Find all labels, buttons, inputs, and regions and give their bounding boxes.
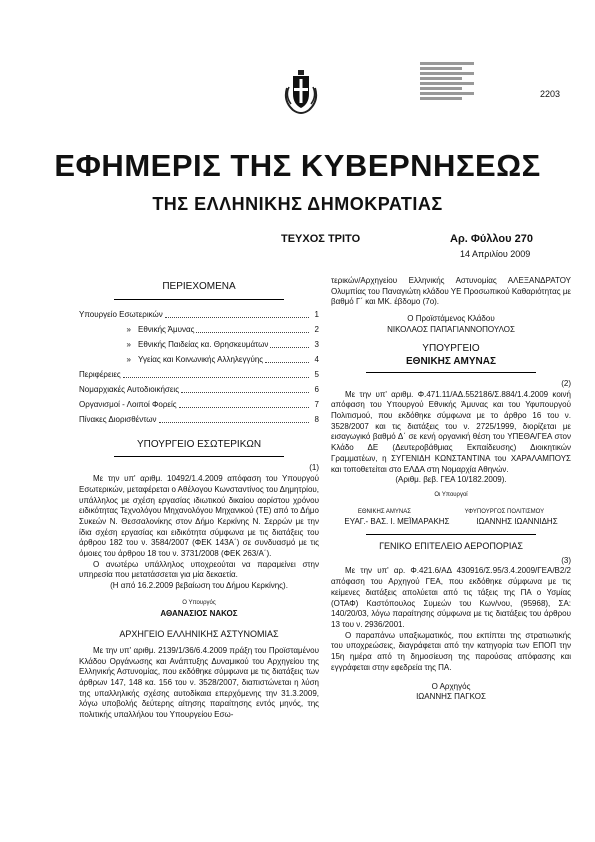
section-heading: ΓΕΝΙΚΟ ΕΠΙΤΕΛΕΙΟ ΑΕΡΟΠΟΡΙΑΣ <box>379 541 523 552</box>
toc-leader <box>179 407 309 408</box>
signature-names <box>331 517 571 528</box>
page-number: 2203 <box>540 89 561 99</box>
signature-name: ΝΙΚΟΛΑΟΣ ΠΑΠΑΓΙΑΝΝΟΠΟΥΛΟΣ <box>387 324 515 334</box>
paragraph: Με την υπ' αριθμ. 2139/1/36/6.4.2009 πράξη του Προϊσταμένου Κλάδου Οργάνωσης και Ανάπτυξης Δυναμικού του Αρχηγείου της Ελληνικής Αστυνομίας, που εκδόθηκε σύμφωνα με τις διατάξεις των άρθρων 147, 148 κα. 156 του ν. 3528/2007, διαπιστώνεται η λύση της υπαλληλικής σχέσης αυτοδίκαια επερχόμενης την 31.3.2009, λόγω υποβολής δεύτερης αίτησης παραίτησης εντός μηνός, της πολιτικής υπαλλήλου του Υπουργείου Εσω- <box>79 645 319 720</box>
toc-label: Εθνικής Άμυνας <box>138 325 195 334</box>
paragraph: Με την υπ' αριθμ. Φ.471.11/ΑΔ.552186/Σ.884/1.4.2009 κοινή απόφαση του Υπουργού Εθνικής Άμυνας και του Υφυπουργού Πολιτισμού, που εκδόθηκε σύμφωνα με το άρθρο 16 του ν. 3528/2007 και τις διατάξεις του ν. 2725/1999, διορίζεται με εισαγωγικό βαθμό Δ΄ σε κενή οργανική θέση του ΥΠΕΘΑ/ΓΕΑ στον Κλάδο ΔΕ (Δευτεροβάθμιας Εκπαίδευσης) Διοικητικών Γραμματέων, η ΣΥΓΕΝΙΔΗ ΚΩΝΣΤΑΝΤΙΝΑ του ΧΑΡΑΛΑΜΠΟΥΣ και τοποθετείται στο ΕΛΔΑ στη Νομαρχία Αθηνών. <box>331 389 571 474</box>
toc-page: 1 <box>314 310 319 319</box>
signature-role: Ο Υπουργός <box>182 599 216 606</box>
toc-row <box>79 351 319 366</box>
toc-row <box>79 411 319 426</box>
toc-page: 5 <box>314 370 319 379</box>
decision-number: (2) <box>561 378 571 388</box>
signature-role: Ο Προϊστάμενος Κλάδου <box>407 314 495 324</box>
signature-role: Ο Αρχηγός <box>431 681 471 691</box>
left-column <box>79 278 319 721</box>
toc-leader <box>123 377 309 378</box>
section-heading: ΑΡΧΗΓΕΙΟ ΕΛΛΗΝΙΚΗΣ ΑΣΤΥΝΟΜΙΑΣ <box>119 629 279 640</box>
issue-label: Αρ. Φύλλου <box>450 233 512 245</box>
paragraph: (Αριθμ. βεβ. ΓΕΑ 10/182.2009). <box>395 475 507 485</box>
toc-page: 2 <box>314 325 319 334</box>
toc-leader <box>159 422 309 423</box>
paragraph: (Η από 16.2.2009 βεβαίωση του Δήμου Κερκίνης). <box>110 581 288 591</box>
toc-ditto: » <box>126 355 131 364</box>
toc-leader <box>181 392 309 393</box>
toc-leader <box>196 332 309 333</box>
toc-ditto: » <box>126 340 131 349</box>
toc-row <box>79 396 319 411</box>
ministry-heading: ΕΘΝΙΚΗΣ ΑΜΥΝΑΣ <box>406 356 496 368</box>
right-column <box>331 276 571 703</box>
toc-row <box>79 381 319 396</box>
decision-number: (1) <box>309 463 319 473</box>
toc-label: Οργανισμοί - Λοιποί Φορείς <box>79 400 177 409</box>
section-heading: ΥΠΟΥΡΓΕΙΟ ΕΣΩΤΕΡΙΚΩΝ <box>136 438 262 450</box>
toc-leader <box>265 362 309 363</box>
decision-number: (3) <box>561 555 571 565</box>
toc-row <box>79 366 319 381</box>
signature-name: ΙΩΑΝΝΗΣ ΠΑΓΚΟΣ <box>416 692 486 702</box>
toc-page: 6 <box>314 385 319 394</box>
toc-page: 8 <box>314 415 319 424</box>
paragraph: Ο παραπάνω υπαξιωματικός, που εκπίπτει της στρατιωτικής του υποχρεώσεις, διαγράφεται από την κατηγορία των ΕΠΟΠ την 15η ημέρα από τη δημοσίευση της παρούσας απόφασης και εγγράφεται στην εφεδρεία της ΠΑ. <box>331 630 571 672</box>
toc-leader <box>270 347 309 348</box>
signature-role: ΥΦΥΠΟΥΡΓΟΣ ΠΟΛΙΤΙΣΜΟΥ <box>464 508 545 515</box>
gazette-subtitle: ΤΗΣ ΕΛΛΗΝΙΚΗΣ ΔΗΜΟΚΡΑΤΙΑΣ <box>152 194 443 214</box>
signature-name: ΕΥΑΓ.- ΒΑΣ. Ι. ΜΕΪΜΑΡΑΚΗΣ <box>344 517 450 527</box>
issue-number <box>450 233 533 245</box>
toc-label: Υπουργείο Εσωτερικών <box>79 310 163 319</box>
toc-row <box>79 336 319 351</box>
toc-page: 7 <box>314 400 319 409</box>
divider <box>366 534 536 535</box>
divider <box>366 372 536 373</box>
toc-label: Πίνακες Διορισθέντων <box>79 415 157 424</box>
signature-role: ΕΘΝΙΚΗΣ ΑΜΥΝΑΣ <box>357 508 411 515</box>
toc-row <box>79 306 319 321</box>
divider <box>114 299 284 300</box>
toc-page: 4 <box>314 355 319 364</box>
paragraph: τερικών/Αρχηγείου Ελληνικής Αστυνομίας ΑΛΕΞΑΝΔΡΑΤΟΥ Ολυμπίας του Παναγιώτη κλάδου ΥΕ Προσωπικού Καθαριότητας με βαθμό Γ΄ και ΜΚ. έβδομο (7ο). <box>331 276 571 307</box>
issue-date: 14 Απριλίου 2009 <box>460 249 531 259</box>
signature-name: ΑΘΑΝΑΣΙΟΣ ΝΑΚΟΣ <box>160 608 238 618</box>
paragraph: Ο ανωτέρω υπάλληλος υποχρεούται να παραμείνει στην υπηρεσία που μετατάσσεται για μία δεκαετία. <box>79 559 319 580</box>
signature-name: ΙΩΑΝΝΗΣ ΙΩΑΝΝΙΔΗΣ <box>476 517 558 527</box>
paragraph: Με την υπ' αρ. Φ.421.6/ΑΔ 430916/Σ.95/3.4.2009/ΓΕΑ/Β2/2 απόφαση του Αρχηγού ΓΕΑ, που εκδόθηκε σύμφωνα με τις κείμενες διατάξεις απολύεται από τις τάξεις της ΠΑ ο Υσμίας (ΟΤΑΦ) Καστόπουλος Συμεών του Κων/νου, (95968), ΣΑ: 140/20/03, λόγω παραίτησης σύμφωνα με τις διατάξεις του άρθρου 13 του ν. 2936/2001. <box>331 566 571 629</box>
divider <box>114 456 284 457</box>
toc-heading: ΠΕΡΙΕΧΟΜΕΝΑ <box>162 281 236 292</box>
issue-series: ΤΕΥΧΟΣ ΤΡΙΤΟ <box>281 233 361 245</box>
coat-of-arms-icon <box>281 66 321 116</box>
toc-page: 3 <box>314 340 319 349</box>
toc-label: Νομαρχιακές Αυτοδιοικήσεις <box>79 385 180 394</box>
toc-row <box>79 321 319 336</box>
gazette-title: ΕΦΗΜΕΡΙΣ ΤΗΣ ΚΥΒΕΡΝΗΣΕΩΣ <box>54 148 541 183</box>
toc-label: Υγείας και Κοινωνικής Αλληλεγγύης <box>138 355 264 364</box>
toc-label: Εθνικής Παιδείας κα. Θρησκευμάτων <box>138 340 269 349</box>
toc-leader <box>165 317 309 318</box>
toc-ditto: » <box>126 325 131 334</box>
paragraph: Με την υπ' αριθμ. 10492/1.4.2009 απόφαση του Υπουργού Εσωτερικών, μεταφέρεται ο Αθέλογου Κωνσταντίνος του Δημητρίου, υπάλληλος με σχέση εργασίας ιδιωτικού δικαίου αορίστου χρόνου ειδικότητας Τεχνολόγου Μηχανολόγου Μηχανικού (ΤΕ) από το Δήμο Συκεών Ν. Θεσσαλονίκης στον Δήμο Κερκίνης Ν. Σερρών με την ίδια σχέση εργασίας και ειδικότητα σύμφωνα με τις διατάξεις του άρθρου 182 του ν. 3584/2007 (ΦΕΚ 143Α΄) σε συνδυασμό με τις όμοιες του άρθρου 18 του ν. 3731/2008 (ΦΕΚ 263/Α΄). <box>79 474 319 559</box>
issue-number-value: 270 <box>514 233 533 245</box>
signature-roles <box>331 507 571 518</box>
signature-label: Οι Υπουργοί <box>434 491 468 498</box>
distribution-stamp <box>420 60 480 102</box>
ministry-heading: ΥΠΟΥΡΓΕΙΟ <box>422 342 480 354</box>
toc-label: Περιφέρειες <box>79 370 121 379</box>
